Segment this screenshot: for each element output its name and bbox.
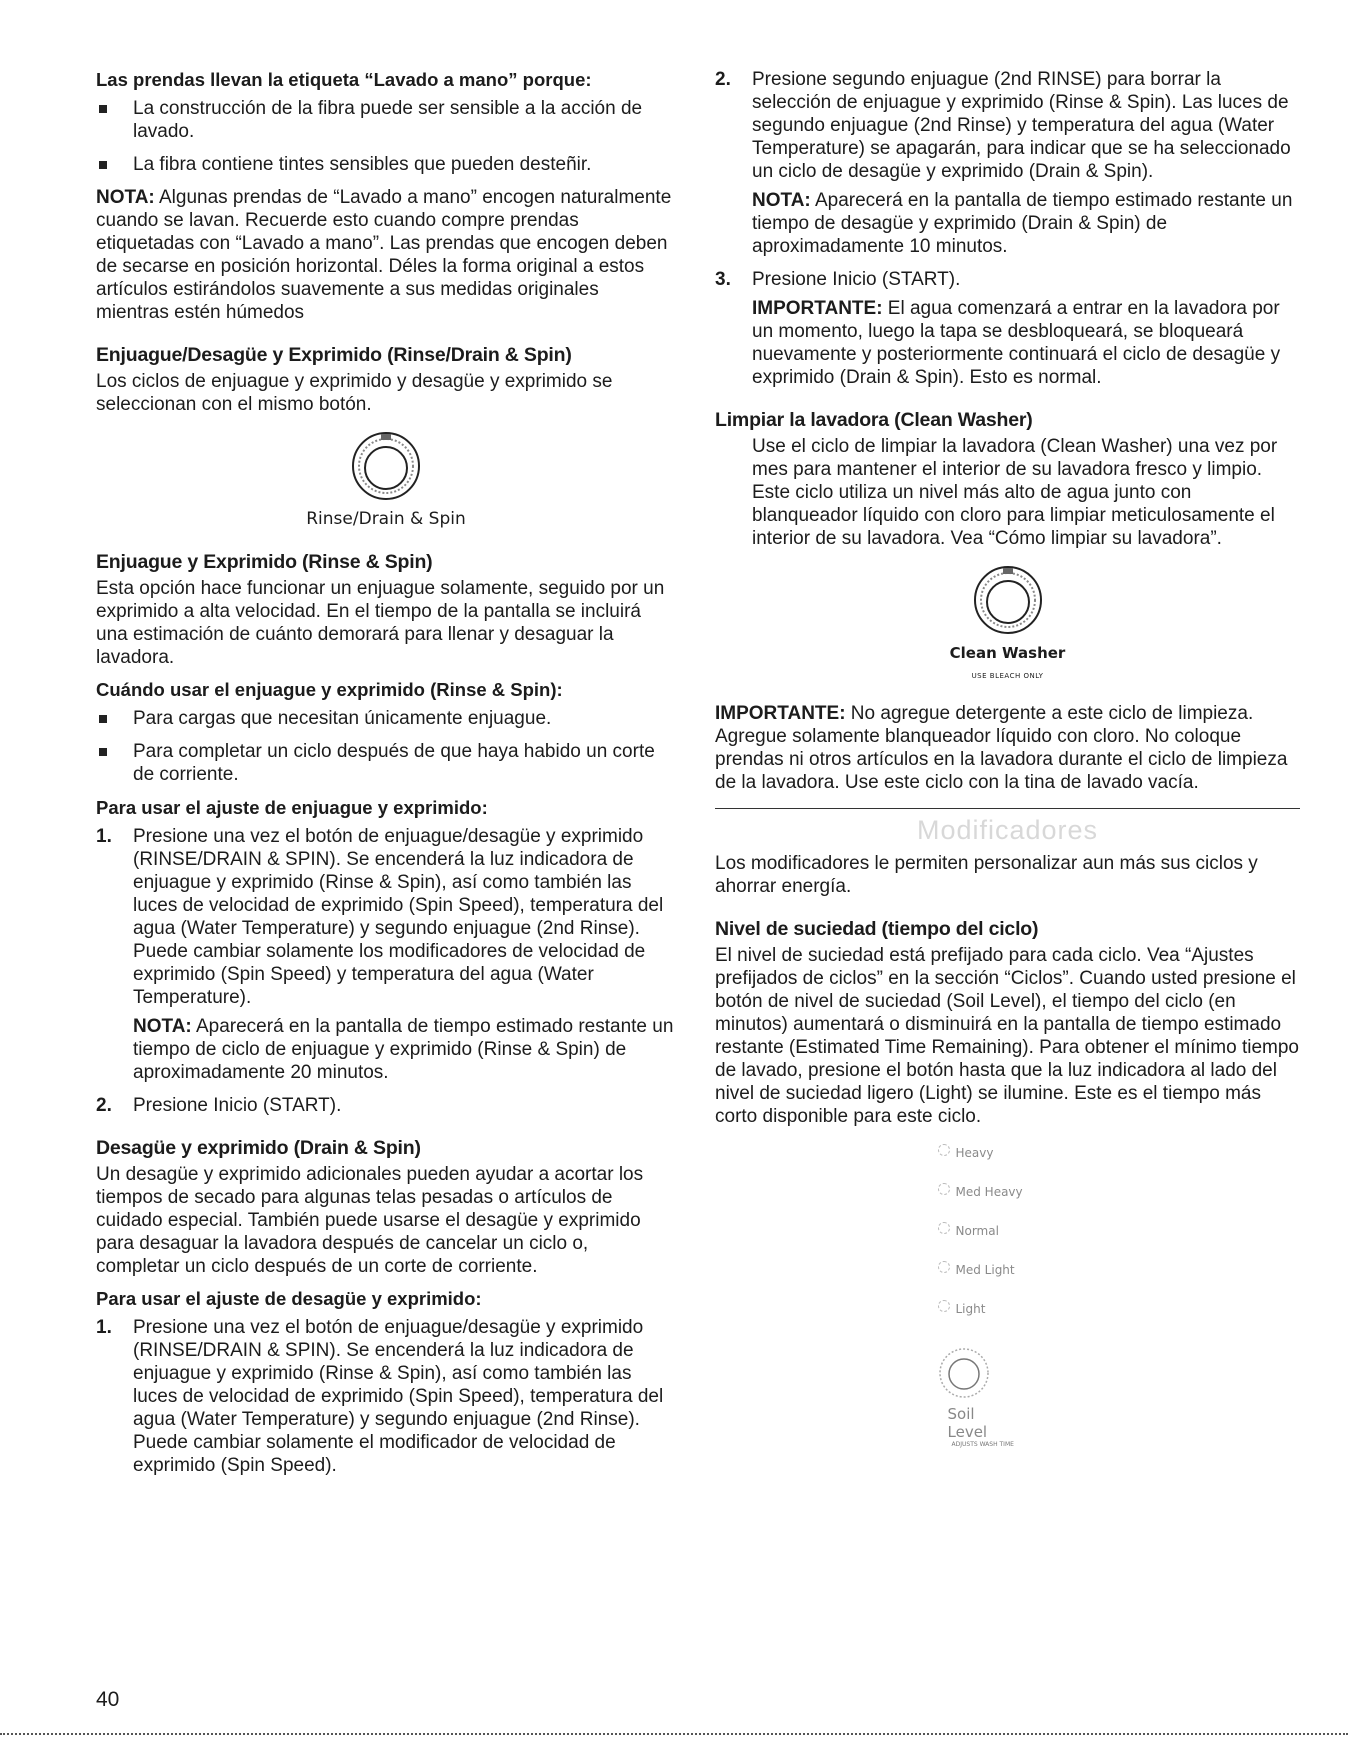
rinse-spin-heading: Enjuague y Exprimido (Rinse & Spin) — [96, 551, 433, 573]
step-text: Presione una vez el botón de enjuague/desagüe y exprimido (RINSE/DRAIN & SPIN). Se encenderá la luz indicadora de enjuague y exprimido (Rinse & Spin), así como también las luces de velocidad de exprimido (Spin Speed), temperatura del agua (Water Temperature) y segundo enjuague (2nd Rinse). Puede cambiar solamente el modificador de velocidad de exprimido (Spin Speed). — [133, 1317, 664, 1476]
step-text: Presione Inicio (START). — [133, 1095, 342, 1116]
step-note — [133, 1015, 676, 1084]
use-drain-spin-heading: Para usar el ajuste de desagüe y exprimido: — [96, 1288, 482, 1309]
soil-item-label: Med Heavy — [955, 1185, 1023, 1199]
rinse-drain-heading: Enjuague/Desagüe y Exprimido (Rinse/Drain & Spin) — [96, 344, 572, 366]
section-divider — [715, 808, 1300, 809]
soil-level-heading: Nivel de suciedad (tiempo del ciclo) — [715, 918, 1039, 940]
dial-sublabel: USE BLEACH ONLY — [971, 672, 1044, 680]
rinse-drain-text: Los ciclos de enjuague y exprimido y desagüe y exprimido se seleccionan con el mismo botón. — [96, 371, 613, 415]
use-rinse-spin-heading: Para usar el ajuste de enjuague y exprimido: — [96, 797, 488, 818]
soil-item-label: Light — [955, 1302, 986, 1316]
soil-level-graphic — [878, 1142, 1138, 1449]
note-label: NOTA: — [752, 190, 811, 211]
important-label: IMPORTANTE: — [752, 298, 883, 319]
drain-spin-text: Un desagüe y exprimido adicionales pueden ayudar a acortar los tiempos de secado para algunas telas pesadas o artículos de cuidado especial. También puede usarse el desagüe y exprimido para desaguar la lavadora después de cancelar un ciclo o, completar un ciclo después de un corte de corriente. — [96, 1164, 644, 1277]
bottom-divider — [0, 1733, 1348, 1735]
important-text: El agua comenzará a entrar en la lavadora por un momento, luego la tapa se desbloqueará, se bloqueará nuevamente y posteriormente continuará el ciclo de desagüe y exprimido (Drain & Spin). Esto es normal. — [752, 298, 1281, 388]
step-text: Presione una vez el botón de enjuague/desagüe y exprimido (RINSE/DRAIN & SPIN). Se encenderá la luz indicadora de enjuague y exprimido (Rinse & Spin), así como también las luces de velocidad de exprimido (Spin Speed), temperatura del agua (Water Temperature) y segundo enjuague (2nd Rinse). Puede cambiar solamente los modificadores de velocidad de exprimido (Spin Speed) y temperatura del agua (Water Temperature). — [133, 826, 664, 1008]
soil-label — [938, 1405, 1138, 1441]
drain-spin-heading: Desagüe y exprimido (Drain & Spin) — [96, 1137, 421, 1159]
modifiers-text: Los modificadores le permiten personalizar aun más sus ciclos y ahorrar energía. — [715, 853, 1258, 897]
list-item: La fibra contiene tintes sensibles que pueden desteñir. — [96, 153, 676, 176]
clean-important — [715, 702, 1300, 794]
soil-item-med-heavy — [938, 1181, 1138, 1220]
soil-item-label: Med Light — [955, 1263, 1015, 1277]
note-text: Aparecerá en la pantalla de tiempo estimado restante un tiempo de ciclo de enjuague y exprimido (Rinse & Spin) de aproximadamente 20 minutos. — [133, 1016, 674, 1083]
rinse-spin-text: Esta opción hace funcionar un enjuague solamente, seguido por un exprimido a alta velocidad. En el tiempo de la pantalla se incluirá una estimación de cuánto demorará para llenar y desaguar la lavadora. — [96, 578, 665, 668]
soil-level-knob — [938, 1347, 1138, 1405]
important-text: No agregue detergente a este ciclo de limpieza. Agregue solamente blanqueador líquido con cloro. No coloque prendas ni otros artículos en la lavadora durante el ciclo de limpieza de la lavadora. Use este ciclo con la tina de lavado vacía. — [715, 703, 1288, 793]
drain-spin-steps-continued — [715, 68, 1300, 389]
note-label: NOTA: — [96, 187, 155, 208]
soil-sublabel: ADJUSTS WASH TIME — [951, 1441, 1014, 1448]
step-number: 1. — [96, 1317, 112, 1338]
step-text: Presione segundo enjuague (2nd RINSE) para borrar la selección de enjuague y exprimido (Rinse & Spin). Las luces de segundo enjuague (2nd Rinse) y temperatura del agua (Water Temperature) se apagarán, para indicar que se ha seleccionado un ciclo de desagüe y exprimido (Drain & Spin). — [752, 69, 1291, 182]
list-item — [96, 825, 676, 1084]
step-text: Presione Inicio (START). — [752, 269, 961, 290]
soil-item-label: Heavy — [955, 1146, 994, 1160]
clean-washer-text: Use el ciclo de limpiar la lavadora (Clean Washer) una vez por mes para mantener el interior de su lavadora fresco y limpio. Este ciclo utiliza un nivel más alto de agua junto con blanqueador líquido con cloro para limpiar meticulosamente el interior de su lavadora. Vea “Cómo limpiar su lavadora”. — [752, 436, 1278, 549]
soil-item-label: Normal — [955, 1224, 999, 1238]
list-item — [715, 68, 1300, 258]
left-column — [96, 68, 676, 1487]
indicator-light-icon — [938, 1261, 950, 1273]
list-item: Para completar un ciclo después de que haya habido un corte de corriente. — [96, 740, 676, 786]
rinse-spin-steps — [96, 825, 676, 1117]
step-number: 1. — [96, 826, 112, 847]
step-number: 3. — [715, 269, 731, 290]
step-note — [752, 189, 1300, 258]
soil-item-normal — [938, 1220, 1138, 1259]
step-number: 2. — [96, 1095, 112, 1116]
list-item: Para cargas que necesitan únicamente enjuague. — [96, 707, 676, 730]
right-column — [715, 68, 1300, 1449]
dial-knob-icon — [972, 564, 1044, 636]
clean-washer-heading: Limpiar la lavadora (Clean Washer) — [715, 409, 1033, 431]
list-item — [715, 268, 1300, 389]
dial-knob-icon — [938, 1347, 990, 1399]
indicator-light-icon — [938, 1183, 950, 1195]
when-list — [96, 707, 676, 786]
page-number: 40 — [96, 1688, 120, 1711]
step-number: 2. — [715, 69, 731, 90]
soil-item-med-light — [938, 1259, 1138, 1298]
clean-washer-dial — [715, 564, 1300, 688]
hand-wash-list — [96, 97, 676, 176]
step-important — [752, 297, 1300, 389]
dial-knob-icon — [350, 430, 422, 502]
rinse-drain-dial — [96, 430, 676, 531]
note-text: Aparecerá en la pantalla de tiempo estimado restante un tiempo de desagüe y exprimido (Drain & Spin) de aproximadamente 10 minutos. — [752, 190, 1293, 257]
indicator-light-icon — [938, 1144, 950, 1156]
soil-level-text: El nivel de suciedad está prefijado para cada ciclo. Vea “Ajustes prefijados de ciclos” en la sección “Ciclos”. Cuando usted presione el botón de nivel de suciedad (Soil Level), el tiempo del ciclo (en minutos) aumentará o disminuirá en la pantalla de tiempo estimado restante (Estimated Time Remaining). Para obtener el mínimo tiempo de lavado, presione el botón hasta que la luz indicadora al lado del nivel de suciedad ligero (Light) se ilumine. Este es el tiempo más corto disponible para este ciclo. — [715, 945, 1299, 1127]
note-text: Algunas prendas de “Lavado a mano” encogen naturalmente cuando se lavan. Recuerde esto cuando compre prendas etiquetadas con “Lavado a mano”. Las prendas que encogen deben de secarse en posición horizontal. Déles la forma original a estos artículos estirándolos suavemente a sus medidas originales mientras estén húmedos — [96, 187, 672, 323]
dial-label: Clean Washer — [949, 644, 1066, 662]
dial-label: Rinse/Drain & Spin — [306, 509, 466, 529]
soil-item-light — [938, 1298, 1138, 1337]
modifiers-title: Modificadores — [916, 815, 1099, 845]
list-item — [96, 1316, 676, 1477]
when-rinse-spin-heading: Cuándo usar el enjuague y exprimido (Rinse & Spin): — [96, 679, 563, 700]
list-item — [96, 1094, 676, 1117]
hand-wash-note — [96, 186, 676, 324]
soil-label-line1: Soil — [947, 1405, 975, 1423]
indicator-light-icon — [938, 1222, 950, 1234]
indicator-light-icon — [938, 1300, 950, 1312]
list-item: La construcción de la fibra puede ser sensible a la acción de lavado. — [96, 97, 676, 143]
soil-label-line2: Level — [947, 1423, 988, 1441]
drain-spin-steps — [96, 1316, 676, 1477]
hand-wash-heading: Las prendas llevan la etiqueta “Lavado a mano” porque: — [96, 69, 592, 90]
note-label: NOTA: — [133, 1016, 192, 1037]
soil-item-heavy — [938, 1142, 1138, 1181]
important-label: IMPORTANTE: — [715, 703, 846, 724]
